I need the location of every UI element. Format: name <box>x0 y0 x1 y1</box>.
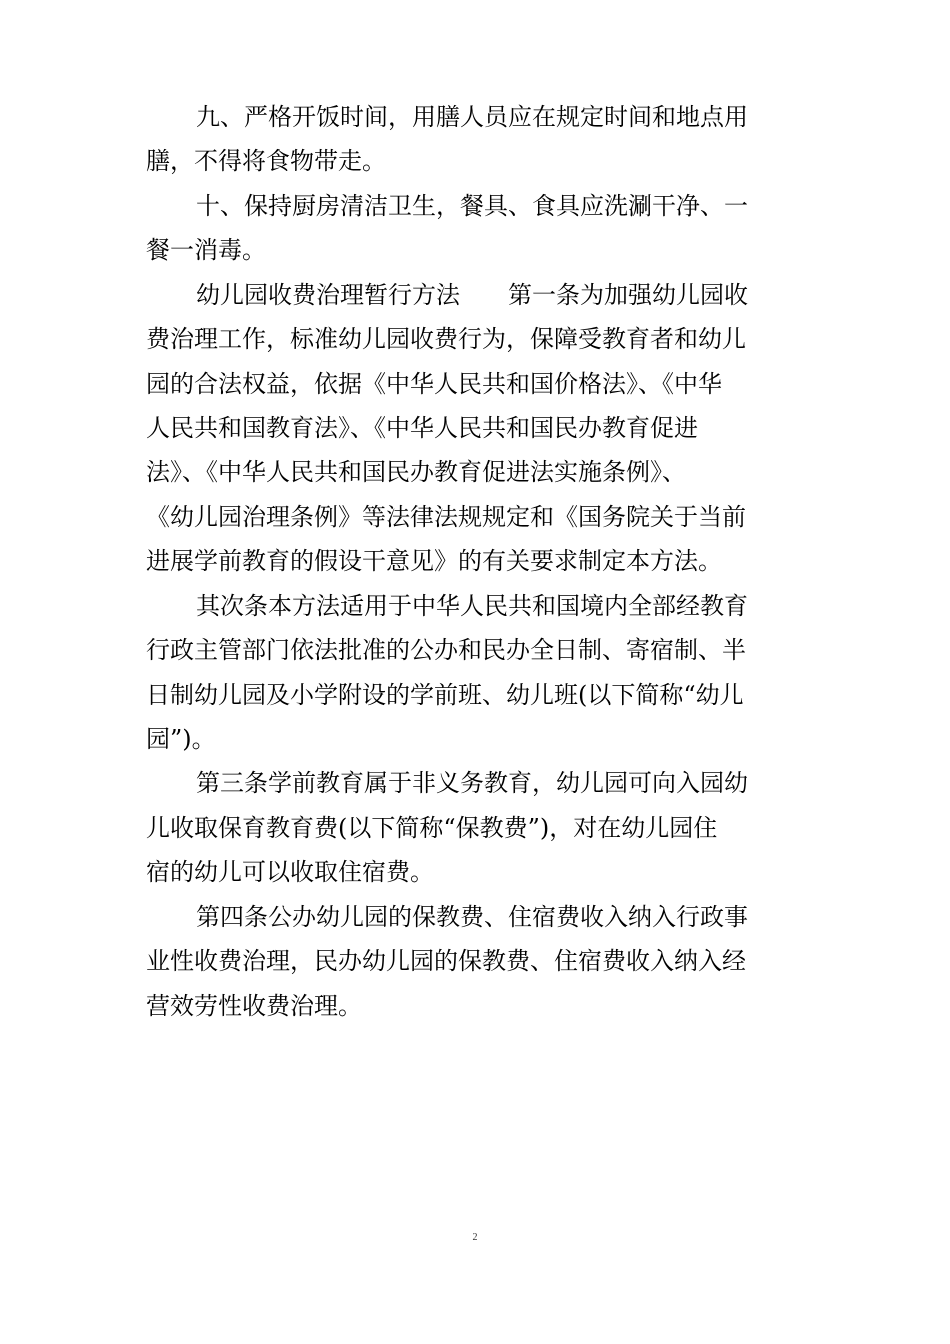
paragraph-line: 行政主管部门依法批准的公办和民办全日制、寄宿制、半 <box>146 636 746 664</box>
paragraph-line: 《幼儿园治理条例》等法律法规规定和《国务院关于当前 <box>146 503 746 531</box>
paragraph-line: 膳，不得将食物带走。 <box>146 147 386 175</box>
paragraph-line: 餐一消毒。 <box>146 236 266 264</box>
paragraph-line: 园”)。 <box>146 725 216 753</box>
paragraph-line: 十、保持厨房清洁卫生，餐具、食具应洗涮干净、一 <box>196 192 748 220</box>
paragraph-line: 第四条公办幼儿园的保教费、住宿费收入纳入行政事 <box>196 903 748 931</box>
paragraph-line: 营效劳性收费治理。 <box>146 992 362 1020</box>
paragraph-line: 宿的幼儿可以收取住宿费。 <box>146 858 434 886</box>
paragraph-line: 第三条学前教育属于非义务教育，幼儿园可向入园幼 <box>196 769 748 797</box>
paragraph-line: 费治理工作，标准幼儿园收费行为，保障受教育者和幼儿 <box>146 325 746 353</box>
paragraph-line: 幼儿园收费治理暂行方法 第一条为加强幼儿园收 <box>196 281 748 309</box>
paragraph-line: 儿收取保育教育费(以下简称“保教费”)，对在幼儿园住 <box>146 814 718 842</box>
paragraph-line: 法》、《中华人民共和国民办教育促进法实施条例》、 <box>146 458 686 486</box>
page-number: 2 <box>472 1232 478 1243</box>
paragraph-line: 日制幼儿园及小学附设的学前班、幼儿班(以下简称“幼儿 <box>146 681 744 709</box>
paragraph-line: 进展学前教育的假设干意见》的有关要求制定本方法。 <box>146 547 722 575</box>
paragraph-line: 其次条本方法适用于中华人民共和国境内全部经教育 <box>196 592 748 620</box>
paragraph-line: 业性收费治理，民办幼儿园的保教费、住宿费收入纳入经 <box>146 947 746 975</box>
paragraph-line: 九、严格开饭时间，用膳人员应在规定时间和地点用 <box>196 103 748 131</box>
paragraph-line: 园的合法权益，依据《中华人民共和国价格法》、《中华 <box>146 370 722 398</box>
paragraph-line: 人民共和国教育法》、《中华人民共和国民办教育促进 <box>146 414 698 442</box>
